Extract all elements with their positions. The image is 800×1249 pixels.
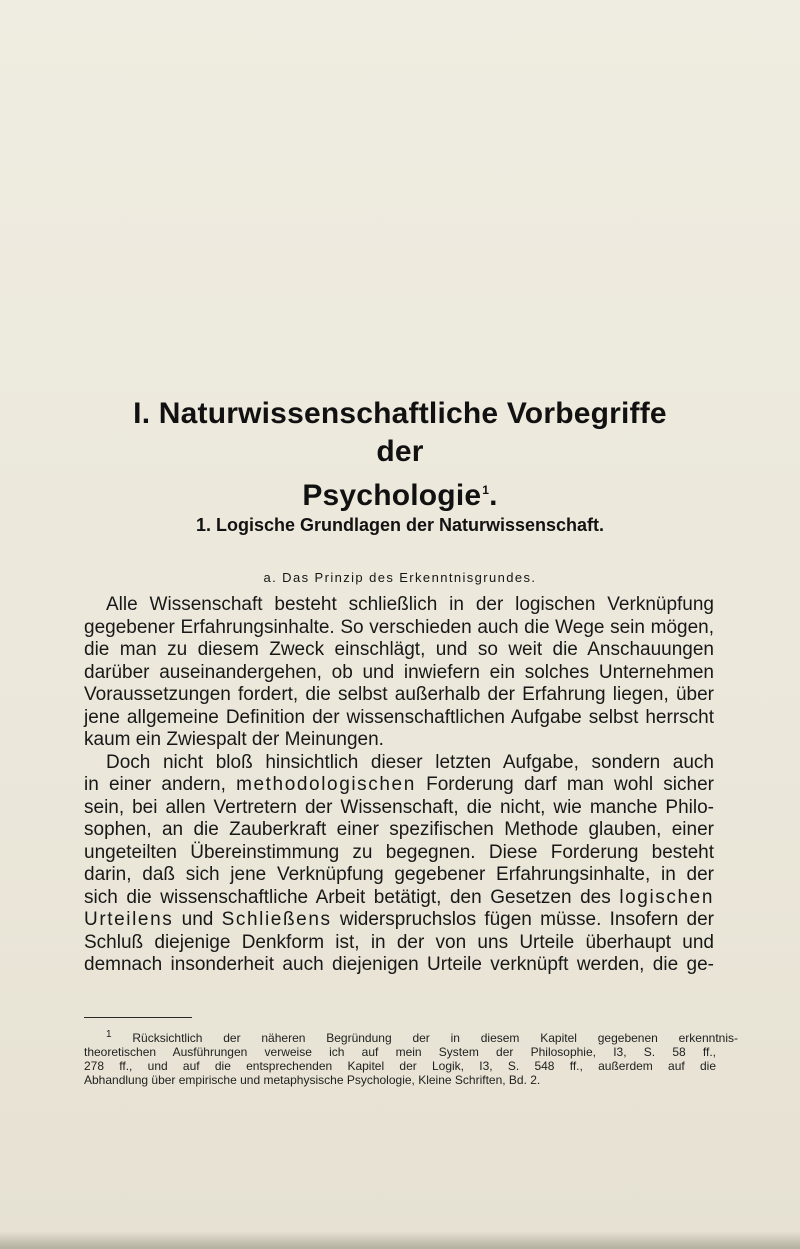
title-line-1: I. Naturwissenschaftliche Vorbegriffe: [133, 397, 667, 430]
text-run: und: [173, 909, 222, 930]
body-line: kaum ein Zwiespalt der Meinungen.: [84, 729, 384, 750]
chapter-heading: 1. Logische Grundlagen der Naturwissenschaft.: [195, 515, 605, 535]
body-line: [84, 774, 714, 797]
title-line-3: [0, 471, 800, 515]
footnote-mark: 1: [106, 1029, 112, 1040]
body-line: darüber auseinandergehen, ob und inwiefern ein solches Unternehmen: [84, 661, 714, 683]
body-line: [84, 887, 714, 910]
body-line: die man zu diesem Zweck einschlägt, und so weit die Anschauungen: [84, 639, 714, 660]
title-word: Psychologie: [302, 479, 482, 512]
body-text: [84, 594, 714, 977]
body-line: gegebener Erfahrungsinhalte. So verschieden auch die Wege sein mögen,: [84, 616, 714, 638]
footnote-line: theoretischen Ausführungen verweise ich auf mein System der Philosophie, I3, S. 58 ff.,: [84, 1045, 716, 1059]
body-line: darin, daß sich jene Verknüpfung gegebener Erfahrungsinhalte, in der: [84, 864, 714, 885]
body-line: jene allgemeine Definition der wissenschaftlichen Aufgabe selbst herrscht: [84, 706, 714, 728]
footnote: [84, 1028, 738, 1087]
body-line: Schluß diejenige Denkform ist, in der von uns Urteile überhaupt und: [84, 931, 714, 953]
footnote-line: Abhandlung über empirische und metaphysische Psychologie, Kleine Schriften, Bd. 2.: [84, 1073, 541, 1087]
footnote-line: [84, 1028, 738, 1045]
footnote-line: 278 ff., und auf die entsprechenden Kapitel der Logik, I3, S. 548 ff., außerdem auf die: [84, 1059, 716, 1073]
body-line: [84, 909, 714, 932]
body-line: sophen, an die Zauberkraft einer spezifischen Methode glauben, einer: [84, 819, 714, 840]
emphasis: methodologischen: [236, 774, 416, 795]
page-edge-shadow: [0, 1231, 800, 1249]
footnote-text: Rücksichtlich der näheren Begründung der in diesem Kapitel gegebenen erkenntnis-: [132, 1031, 738, 1045]
text-run: sich die wissenschaftliche Arbeit betätigt, den Gesetzen des: [84, 886, 620, 908]
title-line-2: der: [376, 435, 424, 468]
section-heading: a. Das Prinzip des Erkenntnisgrundes.: [263, 570, 537, 585]
title-footnote-mark: 1: [482, 483, 490, 497]
emphasis: logischen: [619, 886, 714, 908]
page-title: [0, 395, 800, 515]
body-line: ungeteilten Übereinstimmung zu begegnen. Diese Forderung besteht: [84, 841, 714, 863]
text-run: Forderung darf man wohl sicher: [415, 774, 714, 795]
body-line: Doch nicht bloß hinsichtlich dieser letzten Aufgabe, sondern auch: [106, 751, 714, 773]
body-line: demnach insonderheit auch diejenigen Urteile verknüpft werden, die ge-: [84, 954, 714, 975]
body-line: Alle Wissenschaft besteht schließlich in der logischen Verknüpfung: [106, 594, 714, 615]
emphasis: Urteilens: [84, 909, 174, 930]
body-line: sein, bei allen Vertretern der Wissenschaft, die nicht, wie manche Philo-: [84, 796, 714, 818]
text-run: widerspruchslos fügen müsse. Insofern der: [331, 909, 714, 930]
emphasis: Schließens: [221, 909, 332, 930]
body-line: Voraussetzungen fordert, die selbst außerhalb der Erfahrung liegen, über: [84, 684, 714, 705]
footnote-divider: [84, 1017, 192, 1018]
title-period: .: [489, 479, 498, 512]
text-run: in einer andern,: [84, 774, 237, 795]
